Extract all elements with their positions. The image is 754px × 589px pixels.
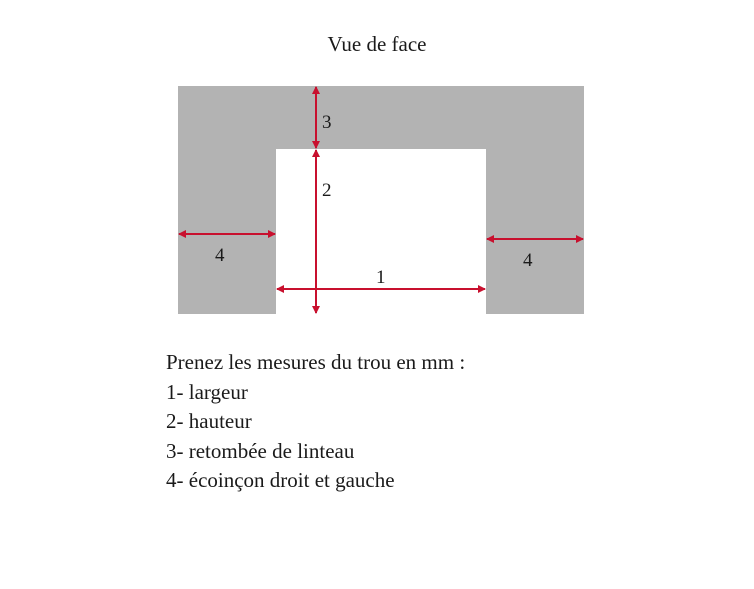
instruction-item-width: 1- largeur [166, 379, 248, 404]
instruction-item-jambs: 4- écoinçon droit et gauche [166, 468, 395, 492]
lintel-dimension-label: 3 [322, 112, 332, 133]
measurement-instructions [166, 348, 465, 496]
left-jamb-dimension-label: 4 [215, 245, 225, 266]
height-dimension-label: 2 [322, 180, 332, 201]
instruction-item-lintel: 3- retombée de linteau [166, 438, 355, 463]
width-dimension-label: 1 [376, 267, 386, 288]
instruction-item-height: 2- hauteur [166, 409, 252, 433]
right-jamb-dimension-label: 4 [523, 250, 533, 271]
instructions-heading: Prenez les mesures du trou en mm : [166, 350, 466, 374]
diagram-title: Vue de face [327, 32, 427, 56]
